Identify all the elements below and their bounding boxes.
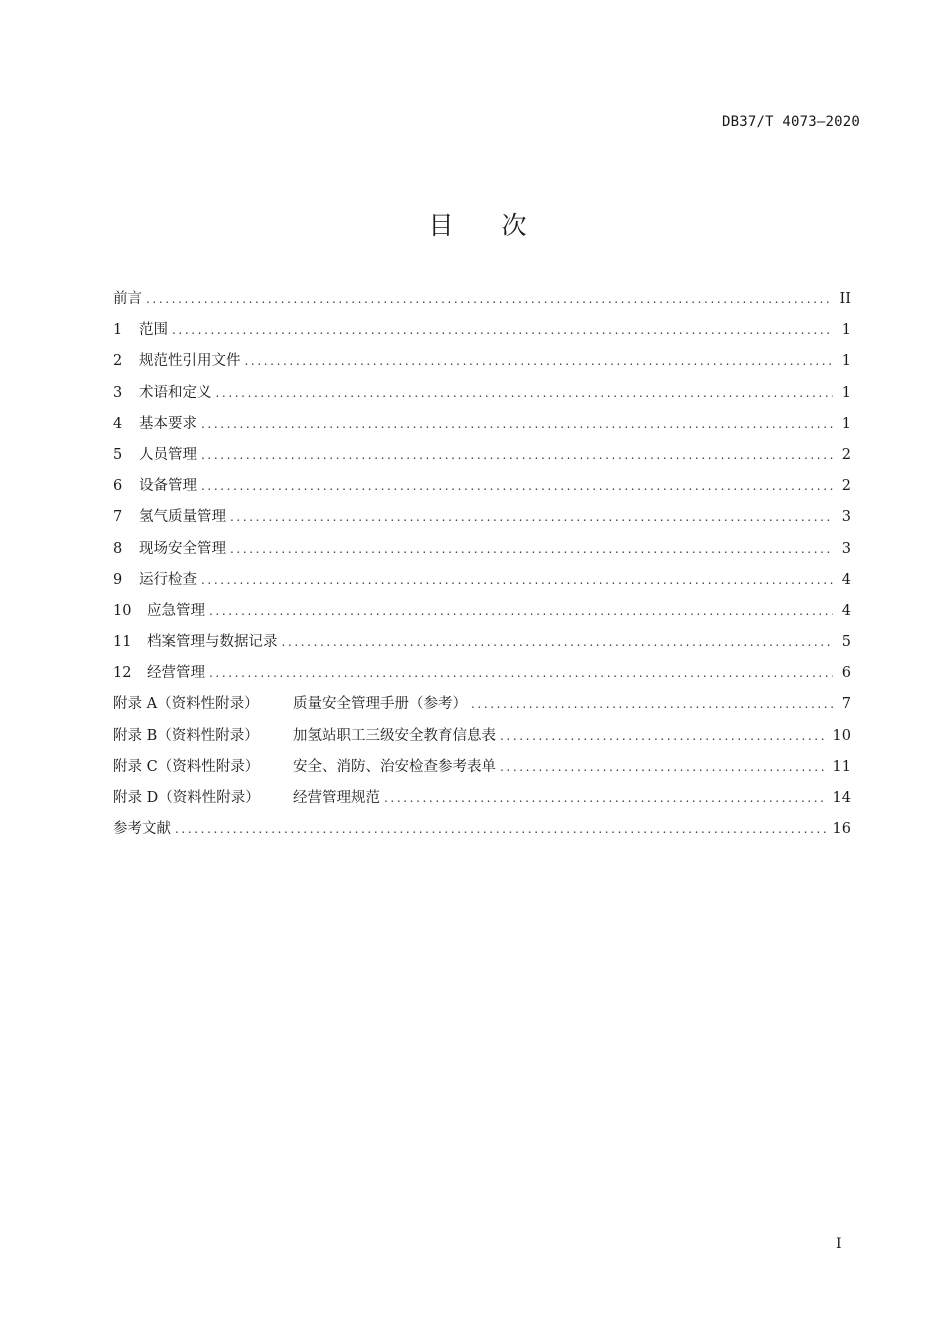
toc-entry-text: 氢气质量管理 (139, 509, 226, 526)
toc-entry-label (113, 381, 212, 402)
toc-entry-label (113, 443, 197, 464)
toc-entry-number: 8 (113, 540, 123, 557)
standard-code: DB37/T 4073—2020 (721, 114, 860, 130)
toc-entry-equipment-management[interactable] (113, 474, 851, 505)
toc-leader-dots (201, 448, 833, 462)
toc-entry-text: 设备管理 (139, 478, 197, 495)
toc-appendix-prefix: 附录 C（资料性附录） (113, 758, 260, 775)
page-number: I (836, 1236, 842, 1252)
toc-entry-label (113, 349, 241, 370)
toc-entry-text: 运行检查 (139, 571, 197, 588)
toc-entry-number: 10 (113, 602, 132, 619)
toc-appendix-prefix: 附录 A（资料性附录） (113, 696, 259, 713)
toc-entry-text: 范围 (139, 322, 168, 339)
toc-entry-operation-inspection[interactable] (113, 568, 851, 599)
toc-entry-page: 14 (832, 790, 851, 806)
toc-entry-appendix-c[interactable] (113, 755, 851, 786)
toc-entry-text: 应急管理 (147, 602, 205, 619)
toc-entry-page: 2 (841, 478, 851, 495)
toc-leader-dots (172, 323, 833, 337)
toc-entry-terms-definitions[interactable] (113, 381, 851, 412)
toc-entry-label (113, 537, 226, 558)
toc-leader-dots (282, 635, 834, 649)
toc-entry-page: 1 (841, 353, 851, 370)
toc-entry-business-management[interactable] (113, 661, 851, 692)
toc-entry-text: 档案管理与数据记录 (147, 634, 278, 651)
toc-entry-number: 11 (113, 634, 132, 651)
toc-entry-appendix-b[interactable] (113, 724, 851, 755)
toc-entry-number: 4 (113, 415, 123, 432)
toc-entry-records-data[interactable] (113, 630, 851, 661)
toc-entry-label (113, 786, 380, 807)
toc-entry-references[interactable] (113, 817, 851, 848)
toc-entry-text: 术语和定义 (139, 384, 212, 401)
toc-entry-page: 11 (832, 758, 851, 775)
toc-leader-dots (209, 666, 833, 680)
toc-entry-number: 5 (113, 446, 123, 463)
toc-entry-page: 16 (832, 821, 851, 838)
toc-leader-dots (201, 417, 833, 431)
toc-entry-appendix-a[interactable] (113, 692, 851, 723)
toc-entry-personnel-management[interactable] (113, 443, 851, 474)
toc-entry-text: 质量安全管理手册（参考） (293, 696, 467, 713)
toc-entry-basic-requirements[interactable] (113, 412, 851, 443)
toc-entry-text: 经营管理 (147, 665, 205, 682)
toc-entry-page: 4 (841, 602, 851, 619)
toc-entry-page: 3 (841, 509, 851, 526)
toc-entry-label (113, 412, 197, 433)
toc-entry-page: 5 (841, 634, 851, 651)
toc-entry-label (113, 755, 496, 776)
toc-entry-number: 2 (113, 353, 123, 370)
toc-entry-foreword[interactable] (113, 287, 851, 318)
toc-leader-dots (230, 542, 833, 556)
toc-leader-dots (230, 510, 833, 524)
toc-entry-number: 12 (113, 665, 132, 682)
toc-entry-page: 1 (841, 415, 851, 432)
toc-leader-dots (201, 479, 833, 493)
toc-entry-label (113, 568, 197, 589)
toc-entry-label (113, 318, 168, 339)
toc-leader-dots (146, 292, 833, 306)
toc-entry-scope[interactable] (113, 318, 851, 349)
toc-entry-page: 10 (832, 727, 851, 744)
toc-entry-text: 经营管理规范 (293, 790, 380, 806)
toc-entry-normative-references[interactable] (113, 349, 851, 380)
toc-entry-text: 基本要求 (139, 415, 197, 432)
toc-leader-dots (500, 760, 827, 774)
toc-entry-page: 1 (841, 384, 851, 401)
toc-entry-page: II (839, 291, 851, 307)
toc-entry-number: 6 (113, 478, 123, 495)
toc-leader-dots (471, 697, 833, 711)
toc-entry-text: 加氢站职工三级安全教育信息表 (293, 727, 496, 744)
toc-entry-hydrogen-quality[interactable] (113, 505, 851, 536)
toc-entry-label (113, 724, 496, 745)
toc-entry-text: 安全、消防、治安检查参考表单 (293, 758, 496, 775)
toc-leader-dots (209, 604, 833, 618)
toc-leader-dots (500, 729, 827, 743)
toc-entry-text: 现场安全管理 (139, 540, 226, 557)
toc-leader-dots (201, 573, 833, 587)
toc-entry-label (113, 474, 197, 495)
toc-entry-text: 规范性引用文件 (139, 353, 241, 370)
toc-appendix-prefix: 附录 B（资料性附录） (113, 727, 259, 744)
toc-entry-label (113, 630, 278, 651)
toc-appendix-prefix: 附录 D（资料性附录） (113, 790, 260, 806)
toc-leader-dots (384, 791, 827, 805)
toc-title: 目 次 (428, 211, 547, 240)
toc-entry-page: 1 (841, 322, 851, 339)
toc-leader-dots (216, 386, 834, 400)
toc-entry-label (113, 505, 226, 526)
toc-entry-page: 4 (841, 571, 851, 588)
toc-entry-label: 参考文献 (113, 821, 171, 838)
toc-entry-number: 7 (113, 509, 123, 526)
toc-entry-label (113, 599, 205, 620)
toc-entry-label (113, 692, 467, 713)
table-of-contents (113, 287, 851, 848)
toc-entry-page: 2 (841, 446, 851, 463)
toc-entry-page: 7 (841, 696, 851, 713)
toc-entry-emergency-management[interactable] (113, 599, 851, 630)
toc-leader-dots (245, 354, 834, 368)
toc-leader-dots (175, 822, 827, 836)
toc-entry-site-safety[interactable] (113, 537, 851, 568)
toc-entry-page: 3 (841, 540, 851, 557)
toc-entry-label: 前言 (113, 291, 142, 307)
toc-entry-number: 1 (113, 322, 123, 339)
toc-entry-number: 9 (113, 571, 123, 588)
toc-entry-text: 人员管理 (139, 446, 197, 463)
toc-entry-label (113, 661, 205, 682)
toc-entry-appendix-d[interactable] (113, 786, 851, 817)
toc-entry-page: 6 (841, 665, 851, 682)
toc-entry-number: 3 (113, 384, 123, 401)
